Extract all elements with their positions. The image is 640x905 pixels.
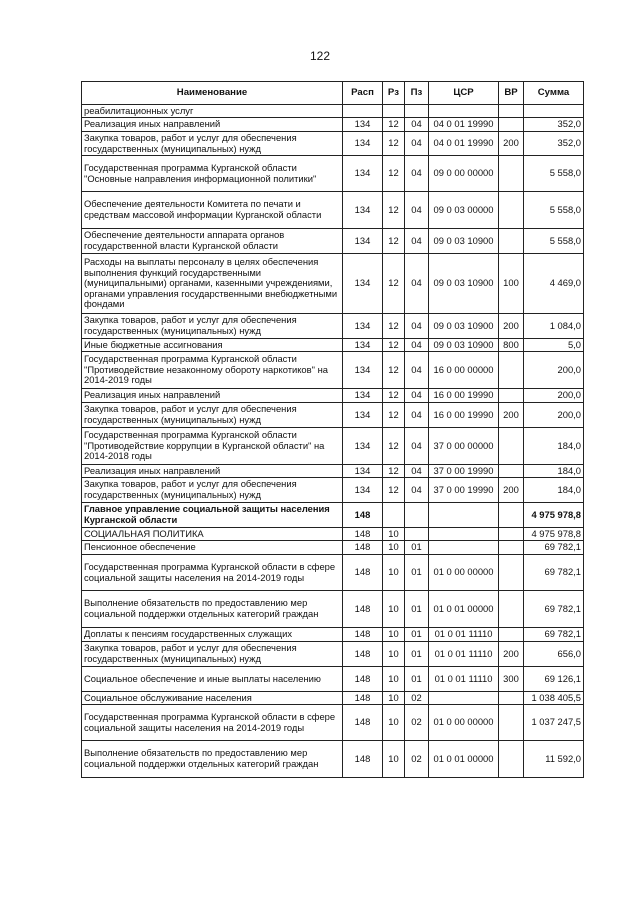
cell-csr: 09 0 03 10900 [429,339,499,352]
cell-rasp: 148 [343,705,383,741]
cell-vr: 800 [499,339,524,352]
cell-csr: 37 0 00 00000 [429,428,499,465]
cell-name: реабилитационных услуг [82,105,343,118]
cell-vr: 200 [499,314,524,339]
cell-sum: 200,0 [524,352,584,389]
cell-name: Реализация иных направлений [82,118,343,132]
table-row [82,339,584,352]
cell-csr: 01 0 01 00000 [429,591,499,628]
cell-rz: 12 [383,118,405,132]
cell-vr [499,591,524,628]
cell-rz [383,105,405,118]
cell-sum: 69 782,1 [524,591,584,628]
cell-pz: 04 [405,465,429,478]
cell-name: Реализация иных направлений [82,389,343,403]
header-csr: ЦСР [429,82,499,105]
cell-csr: 09 0 03 00000 [429,192,499,229]
cell-vr [499,192,524,229]
cell-sum: 352,0 [524,118,584,132]
cell-vr: 200 [499,478,524,503]
cell-rz: 12 [383,314,405,339]
cell-rasp: 134 [343,132,383,156]
table-row [82,642,584,667]
cell-pz: 01 [405,667,429,692]
table-row [82,503,584,528]
cell-vr [499,118,524,132]
table-row [82,667,584,692]
cell-csr: 09 0 03 10900 [429,229,499,254]
cell-name: Главное управление социальной защиты населения Курганской области [82,503,343,528]
cell-vr [499,389,524,403]
cell-csr [429,503,499,528]
cell-rz: 10 [383,628,405,642]
cell-rz: 12 [383,478,405,503]
cell-csr: 16 0 00 19990 [429,389,499,403]
cell-rasp: 148 [343,642,383,667]
cell-sum: 69 782,1 [524,555,584,591]
table-row [82,692,584,705]
cell-vr [499,741,524,778]
table-row [82,555,584,591]
cell-vr [499,105,524,118]
table-row [82,132,584,156]
table-row [82,229,584,254]
cell-sum: 1 084,0 [524,314,584,339]
cell-pz: 04 [405,389,429,403]
cell-sum: 352,0 [524,132,584,156]
cell-pz [405,528,429,541]
cell-rz: 12 [383,132,405,156]
cell-name: СОЦИАЛЬНАЯ ПОЛИТИКА [82,528,343,541]
header-rasp: Расп [343,82,383,105]
cell-sum: 5,0 [524,339,584,352]
header-pz: Пз [405,82,429,105]
cell-rz: 12 [383,192,405,229]
cell-pz: 04 [405,156,429,192]
cell-sum: 184,0 [524,428,584,465]
cell-vr: 200 [499,403,524,428]
cell-name: Пенсионное обеспечение [82,541,343,555]
cell-pz: 04 [405,403,429,428]
cell-rasp: 148 [343,591,383,628]
cell-sum: 4 975 978,8 [524,503,584,528]
cell-rasp: 134 [343,403,383,428]
cell-rz: 10 [383,705,405,741]
cell-csr: 01 0 01 00000 [429,741,499,778]
cell-vr [499,528,524,541]
cell-sum [524,105,584,118]
cell-name: Закупка товаров, работ и услуг для обеспечения государственных (муниципальных) нужд [82,642,343,667]
cell-name: Обеспечение деятельности Комитета по печати и средствам массовой информации Курганской области [82,192,343,229]
cell-sum: 200,0 [524,389,584,403]
cell-csr [429,528,499,541]
cell-sum: 69 126,1 [524,667,584,692]
cell-rasp: 134 [343,229,383,254]
cell-vr [499,541,524,555]
table-row [82,403,584,428]
cell-rz: 10 [383,591,405,628]
table-row [82,352,584,389]
cell-csr [429,541,499,555]
cell-rz: 10 [383,642,405,667]
cell-rz: 12 [383,339,405,352]
cell-vr [499,555,524,591]
cell-sum: 200,0 [524,403,584,428]
cell-csr: 01 0 01 11110 [429,628,499,642]
cell-vr [499,628,524,642]
cell-vr: 200 [499,642,524,667]
cell-rz: 12 [383,465,405,478]
cell-csr: 01 0 01 11110 [429,642,499,667]
cell-rasp: 134 [343,428,383,465]
cell-rz: 12 [383,229,405,254]
cell-name: Государственная программа Курганской области "Противодействие коррупции в Курганской области" на 2014-2018 годы [82,428,343,465]
table-row [82,741,584,778]
cell-rz: 12 [383,352,405,389]
cell-rz: 12 [383,156,405,192]
cell-pz [405,503,429,528]
cell-rasp: 134 [343,192,383,229]
cell-name: Государственная программа Курганской области в сфере социальной защиты населения на 2014-2019 годы [82,555,343,591]
cell-pz: 01 [405,628,429,642]
cell-rasp: 148 [343,555,383,591]
cell-rasp: 134 [343,254,383,314]
cell-rasp [343,105,383,118]
cell-vr: 200 [499,132,524,156]
cell-name: Государственная программа Курганской области "Противодействие незаконному обороту наркотиков" на 2014-2019 годы [82,352,343,389]
cell-rasp: 134 [343,314,383,339]
cell-rz: 10 [383,555,405,591]
cell-rasp: 148 [343,667,383,692]
cell-rz: 10 [383,692,405,705]
cell-name: Государственная программа Курганской области "Основные направления информационной политики" [82,156,343,192]
cell-rasp: 148 [343,628,383,642]
cell-rasp: 134 [343,465,383,478]
cell-vr [499,352,524,389]
cell-csr: 01 0 00 00000 [429,555,499,591]
cell-pz: 04 [405,192,429,229]
cell-sum: 4 469,0 [524,254,584,314]
cell-rz [383,503,405,528]
cell-rasp: 134 [343,389,383,403]
cell-csr [429,105,499,118]
cell-pz: 04 [405,314,429,339]
cell-pz: 04 [405,229,429,254]
cell-vr [499,156,524,192]
page-number: 122 [309,49,331,63]
cell-name: Расходы на выплаты персоналу в целях обеспечения выполнения функций государственными (муниципальными) органами, казенными учреждениями, органами управления государственными внебюджетными фондами [82,254,343,314]
cell-sum: 184,0 [524,478,584,503]
cell-csr [429,692,499,705]
cell-rasp: 134 [343,118,383,132]
cell-name: Закупка товаров, работ и услуг для обеспечения государственных (муниципальных) нужд [82,132,343,156]
cell-pz: 02 [405,692,429,705]
cell-rasp: 148 [343,503,383,528]
table-row [82,254,584,314]
table-row [82,628,584,642]
cell-rz: 10 [383,541,405,555]
cell-pz: 04 [405,339,429,352]
table-header-row [82,82,584,105]
header-vr: ВР [499,82,524,105]
cell-csr: 09 0 03 10900 [429,314,499,339]
cell-pz [405,105,429,118]
cell-sum: 1 037 247,5 [524,705,584,741]
cell-pz: 04 [405,132,429,156]
cell-rz: 12 [383,389,405,403]
cell-pz: 04 [405,428,429,465]
cell-vr [499,428,524,465]
cell-sum: 5 558,0 [524,229,584,254]
cell-sum: 5 558,0 [524,192,584,229]
cell-vr: 100 [499,254,524,314]
header-sum: Сумма [524,82,584,105]
cell-pz: 04 [405,118,429,132]
cell-rz: 10 [383,741,405,778]
cell-csr: 04 0 01 19990 [429,132,499,156]
cell-rz: 12 [383,428,405,465]
cell-name: Социальное обеспечение и иные выплаты населению [82,667,343,692]
cell-rasp: 148 [343,692,383,705]
cell-pz: 02 [405,741,429,778]
cell-sum: 656,0 [524,642,584,667]
cell-sum: 11 592,0 [524,741,584,778]
cell-vr [499,229,524,254]
cell-name: Социальное обслуживание населения [82,692,343,705]
cell-rz: 10 [383,667,405,692]
cell-name: Выполнение обязательств по предоставлению мер социальной поддержки отдельных категорий граждан [82,741,343,778]
table-row [82,389,584,403]
cell-name: Выполнение обязательств по предоставлению мер социальной поддержки отдельных категорий граждан [82,591,343,628]
cell-sum: 184,0 [524,465,584,478]
table-row [82,428,584,465]
table-row [82,541,584,555]
cell-sum: 69 782,1 [524,541,584,555]
cell-rasp: 134 [343,352,383,389]
cell-pz: 01 [405,555,429,591]
cell-name: Закупка товаров, работ и услуг для обеспечения государственных (муниципальных) нужд [82,314,343,339]
cell-sum: 4 975 978,8 [524,528,584,541]
cell-csr: 09 0 00 00000 [429,156,499,192]
cell-pz: 01 [405,541,429,555]
cell-csr: 04 0 01 19990 [429,118,499,132]
cell-pz: 04 [405,478,429,503]
cell-name: Обеспечение деятельности аппарата органов государственной власти Курганской области [82,229,343,254]
cell-csr: 37 0 00 19990 [429,465,499,478]
cell-sum: 5 558,0 [524,156,584,192]
table-row [82,314,584,339]
table-row [82,591,584,628]
cell-name: Доплаты к пенсиям государственных служащих [82,628,343,642]
cell-name: Государственная программа Курганской области в сфере социальной защиты населения на 2014-2019 годы [82,705,343,741]
table-row [82,528,584,541]
cell-name: Закупка товаров, работ и услуг для обеспечения государственных (муниципальных) нужд [82,403,343,428]
cell-csr: 37 0 00 19990 [429,478,499,503]
cell-csr: 01 0 00 00000 [429,705,499,741]
cell-rasp: 148 [343,528,383,541]
cell-pz: 02 [405,705,429,741]
budget-table [81,81,584,778]
cell-rasp: 134 [343,478,383,503]
table-row [82,478,584,503]
cell-pz: 04 [405,352,429,389]
cell-sum: 69 782,1 [524,628,584,642]
cell-pz: 01 [405,591,429,628]
cell-rz: 10 [383,528,405,541]
cell-rasp: 148 [343,541,383,555]
cell-sum: 1 038 405,5 [524,692,584,705]
cell-vr [499,503,524,528]
cell-vr: 300 [499,667,524,692]
table-row [82,118,584,132]
table-row [82,192,584,229]
cell-pz: 04 [405,254,429,314]
cell-rz: 12 [383,254,405,314]
cell-csr: 16 0 00 00000 [429,352,499,389]
cell-rasp: 148 [343,741,383,778]
table-row [82,156,584,192]
cell-csr: 16 0 00 19990 [429,403,499,428]
cell-vr [499,705,524,741]
table-row [82,105,584,118]
cell-name: Реализация иных направлений [82,465,343,478]
cell-name: Иные бюджетные ассигнования [82,339,343,352]
cell-rz: 12 [383,403,405,428]
cell-rasp: 134 [343,156,383,192]
cell-pz: 01 [405,642,429,667]
cell-name: Закупка товаров, работ и услуг для обеспечения государственных (муниципальных) нужд [82,478,343,503]
table-row [82,705,584,741]
cell-csr: 09 0 03 10900 [429,254,499,314]
cell-csr: 01 0 01 11110 [429,667,499,692]
cell-rasp: 134 [343,339,383,352]
cell-vr [499,692,524,705]
table-row [82,465,584,478]
header-name: Наименование [82,82,343,105]
header-rz: Рз [383,82,405,105]
cell-vr [499,465,524,478]
